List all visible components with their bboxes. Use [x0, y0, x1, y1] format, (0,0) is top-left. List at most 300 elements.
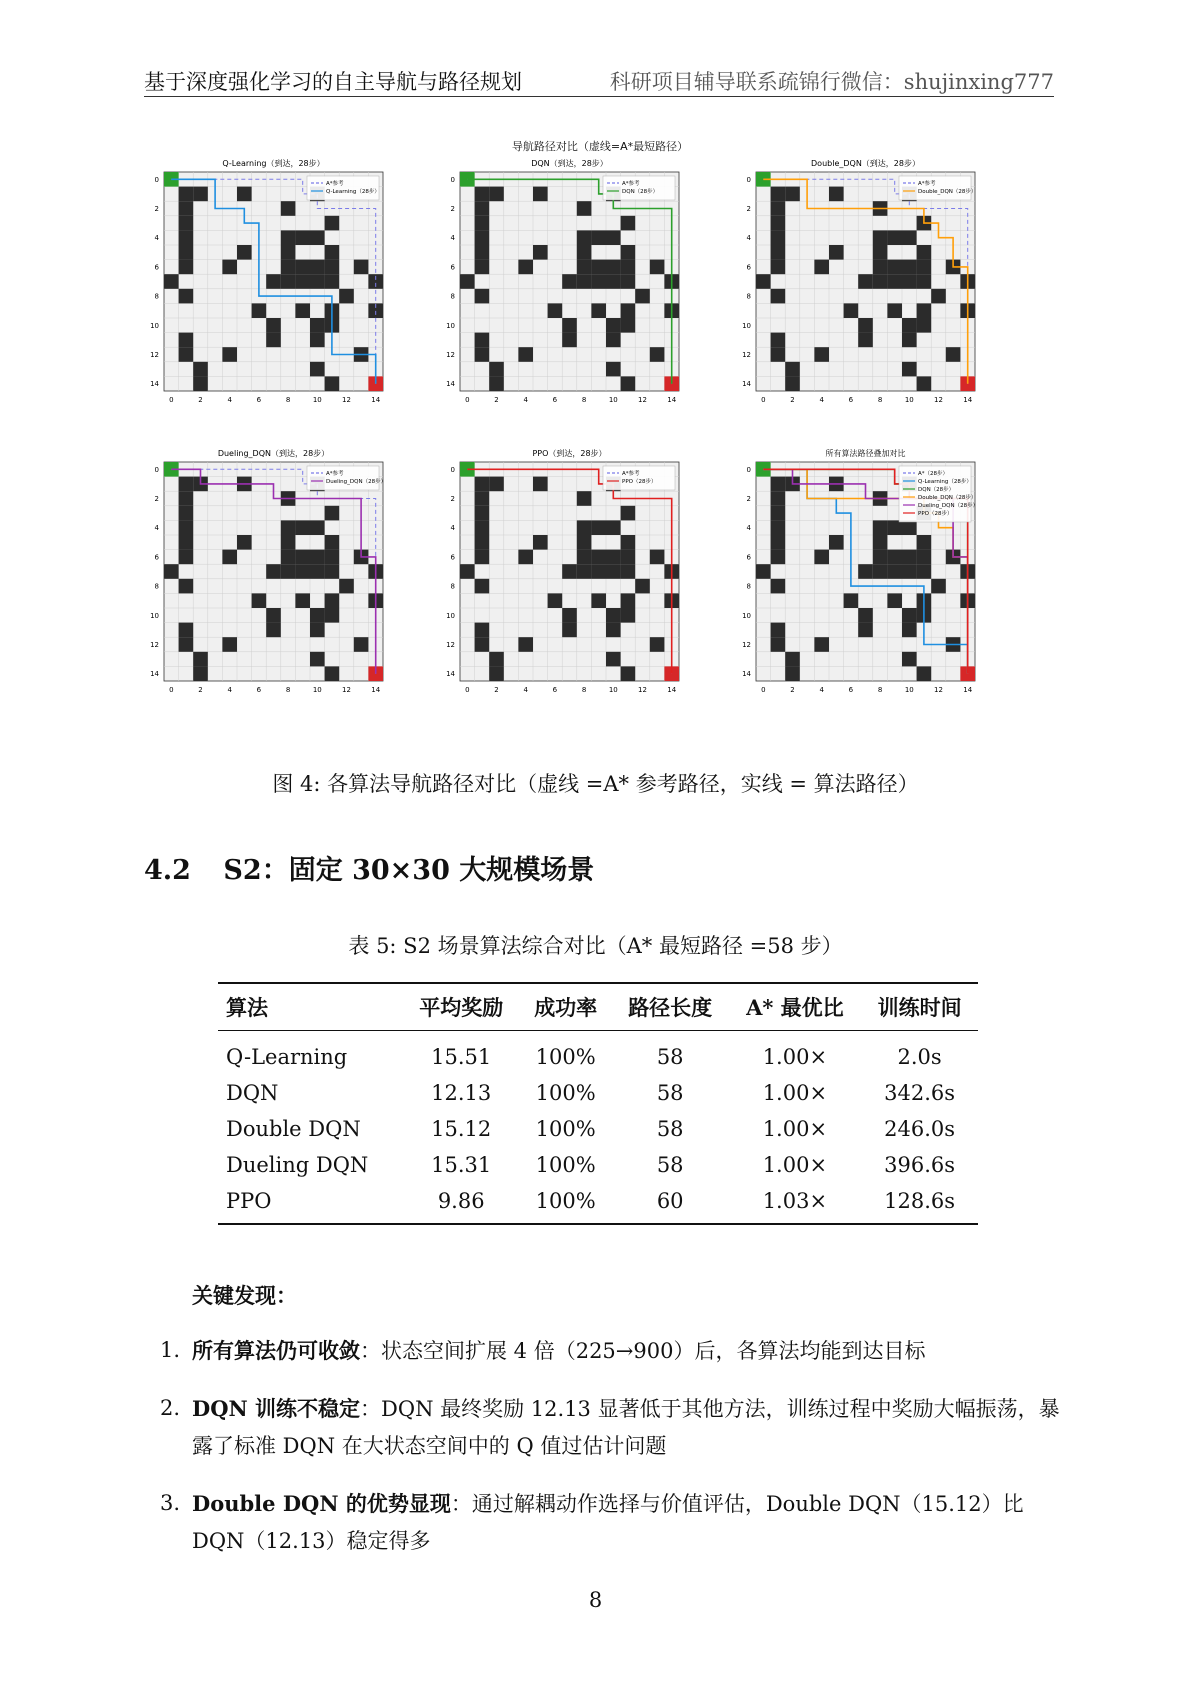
x-tick-label: 10: [904, 396, 914, 404]
table-cell: 9.86: [403, 1181, 520, 1224]
obstacle-cell: [325, 245, 340, 260]
y-tick-label: 14: [150, 380, 159, 389]
header-contact: 科研项目辅导联系疏锦行微信：shujinxing777: [609, 70, 1054, 94]
x-tick-label: 12: [934, 396, 943, 404]
obstacle-cell: [295, 303, 310, 318]
obstacle-cell: [533, 477, 548, 492]
finding-bold: DQN 训练不稳定: [192, 1396, 361, 1421]
obstacle-cell: [295, 564, 310, 579]
legend-box: [899, 176, 971, 200]
obstacle-cell: [621, 666, 636, 681]
table-cell: Q-Learning: [226, 1045, 348, 1069]
y-tick-label: 12: [150, 351, 159, 359]
obstacle-cell: [179, 637, 194, 652]
obstacle-cell: [917, 245, 932, 260]
obstacle-cell: [591, 520, 606, 535]
obstacle-cell: [771, 216, 786, 231]
obstacle-cell: [858, 608, 873, 623]
legend-label: Q-Learning（28步）: [326, 189, 380, 195]
legend-box: [603, 466, 675, 490]
x-tick-label: 14: [963, 396, 973, 404]
obstacle-cell: [237, 187, 252, 202]
y-tick-label: 2: [154, 205, 159, 213]
y-tick-label: 6: [450, 263, 455, 272]
y-tick-label: 0: [746, 465, 751, 474]
obstacle-cell: [621, 216, 636, 231]
y-tick-label: 8: [450, 292, 455, 301]
obstacle-cell: [281, 550, 296, 565]
obstacle-cell: [917, 376, 932, 391]
obstacle-cell: [562, 318, 577, 333]
obstacle-cell: [310, 550, 325, 565]
section-number: 4.2: [144, 855, 191, 886]
obstacle-cell: [325, 260, 340, 275]
obstacle-cell: [533, 187, 548, 202]
obstacle-cell: [295, 260, 310, 275]
x-tick-label: 4: [523, 396, 528, 404]
table-cell: 1.00×: [762, 1045, 828, 1069]
obstacle-cell: [475, 491, 490, 506]
obstacle-cell: [193, 652, 208, 667]
obstacle-cell: [858, 564, 873, 579]
y-tick-label: 12: [446, 351, 455, 359]
obstacle-cell: [193, 362, 208, 377]
y-tick-label: 6: [746, 553, 751, 562]
x-tick-label: 12: [638, 686, 647, 694]
y-tick-label: 10: [150, 321, 159, 330]
obstacle-cell: [489, 187, 504, 202]
obstacle-cell: [475, 506, 490, 521]
obstacle-cell: [577, 564, 592, 579]
table-header: 平均奖励: [403, 983, 520, 1031]
obstacle-cell: [917, 666, 932, 681]
y-tick-label: 12: [742, 351, 751, 359]
obstacle-cell: [475, 535, 490, 550]
y-tick-label: 0: [746, 175, 751, 184]
obstacle-cell: [635, 579, 650, 594]
obstacle-cell: [917, 564, 932, 579]
obstacle-cell: [577, 550, 592, 565]
obstacle-cell: [518, 260, 533, 275]
finding-text: ：状态空间扩展 4 倍（225→900）后，各算法均能到达目标: [360, 1339, 926, 1363]
obstacle-cell: [917, 318, 932, 333]
obstacle-cell: [475, 477, 490, 492]
obstacle-cell: [771, 477, 786, 492]
table-header: 训练时间: [861, 983, 978, 1031]
table-cell: 12.13: [431, 1081, 492, 1105]
x-tick-label: 8: [877, 686, 883, 694]
list-item: [160, 1332, 1060, 1370]
section-title: S2：固定 30×30 大规模场景: [223, 855, 595, 886]
table-cell: 100%: [535, 1081, 596, 1105]
panel-title: Dueling_DQN（到达，28步）: [217, 449, 330, 458]
obstacle-cell: [489, 362, 504, 377]
y-tick-label: 8: [154, 292, 159, 301]
obstacle-cell: [577, 230, 592, 245]
obstacle-cell: [829, 187, 844, 202]
y-tick-label: 0: [154, 465, 159, 474]
obstacle-cell: [325, 376, 340, 391]
table-cell: 1.00×: [762, 1153, 828, 1177]
obstacle-cell: [606, 623, 621, 638]
obstacle-cell: [606, 274, 621, 289]
obstacle-cell: [621, 593, 636, 608]
obstacle-cell: [325, 506, 340, 521]
y-tick-label: 12: [446, 641, 455, 649]
obstacle-cell: [179, 289, 194, 304]
table-header-row: [218, 983, 978, 1031]
y-tick-label: 4: [154, 524, 159, 533]
obstacle-cell: [771, 201, 786, 216]
x-tick-label: 12: [934, 686, 943, 694]
obstacle-cell: [475, 637, 490, 652]
table-cell: 58: [656, 1117, 684, 1141]
x-tick-label: 14: [667, 396, 677, 404]
obstacle-cell: [475, 289, 490, 304]
obstacle-cell: [266, 564, 281, 579]
obstacle-cell: [295, 274, 310, 289]
obstacle-cell: [179, 260, 194, 275]
obstacle-cell: [252, 593, 267, 608]
obstacle-cell: [591, 230, 606, 245]
obstacle-cell: [310, 623, 325, 638]
finding-bold: 所有算法仍可收敛: [192, 1338, 360, 1363]
table-header: 路径长度: [612, 983, 729, 1031]
obstacle-cell: [873, 520, 888, 535]
obstacle-cell: [917, 535, 932, 550]
obstacle-cell: [606, 318, 621, 333]
obstacle-cell: [873, 230, 888, 245]
obstacle-cell: [577, 201, 592, 216]
x-tick-label: 2: [790, 686, 795, 694]
y-tick-label: 4: [746, 234, 751, 243]
panel-title: PPO（到达，28步）: [532, 449, 607, 458]
obstacle-cell: [887, 564, 902, 579]
table-cell: 15.51: [431, 1045, 492, 1069]
obstacle-cell: [295, 593, 310, 608]
figure-4: [140, 138, 1060, 748]
legend-box: [307, 466, 379, 490]
obstacle-cell: [902, 608, 917, 623]
y-tick-label: 2: [154, 495, 159, 503]
obstacle-cell: [310, 520, 325, 535]
y-tick-label: 8: [746, 582, 751, 591]
obstacle-cell: [621, 303, 636, 318]
obstacle-cell: [887, 593, 902, 608]
y-tick-label: 10: [446, 611, 455, 620]
obstacle-cell: [475, 230, 490, 245]
obstacle-cell: [785, 666, 800, 681]
obstacle-cell: [281, 260, 296, 275]
obstacle-cell: [902, 333, 917, 348]
obstacle-cell: [931, 579, 946, 594]
obstacle-cell: [606, 333, 621, 348]
obstacle-cell: [179, 216, 194, 231]
results-table: [218, 982, 978, 1225]
legend-box: [603, 176, 675, 200]
obstacle-cell: [771, 637, 786, 652]
obstacle-cell: [771, 535, 786, 550]
obstacle-cell: [621, 318, 636, 333]
obstacle-cell: [606, 362, 621, 377]
grid-panel: [742, 448, 978, 694]
y-tick-label: 8: [746, 292, 751, 301]
obstacle-cell: [325, 550, 340, 565]
obstacle-cell: [902, 362, 917, 377]
obstacle-cell: [577, 274, 592, 289]
y-tick-label: 2: [450, 205, 455, 213]
obstacle-cell: [902, 318, 917, 333]
obstacle-cell: [179, 187, 194, 202]
obstacle-cell: [266, 318, 281, 333]
grid-panel: [446, 158, 679, 404]
obstacle-cell: [650, 550, 665, 565]
x-tick-label: 14: [371, 686, 381, 694]
obstacle-cell: [325, 564, 340, 579]
table-row: [218, 1181, 978, 1224]
obstacle-cell: [635, 289, 650, 304]
obstacle-cell: [621, 376, 636, 391]
legend-label: Double_DQN（28步）: [918, 495, 977, 501]
obstacle-cell: [931, 289, 946, 304]
obstacle-cell: [917, 550, 932, 565]
finding-text: ：通过解耦动作选择与价值评估，Double DQN（15.12）比 DQN（12.13）稳定得多: [192, 1492, 1024, 1553]
x-tick-label: 14: [667, 686, 677, 694]
obstacle-cell: [902, 260, 917, 275]
obstacle-cell: [266, 333, 281, 348]
table-cell: 396.6s: [884, 1153, 956, 1177]
obstacle-cell: [873, 245, 888, 260]
obstacle-cell: [771, 187, 786, 202]
x-tick-label: 10: [312, 396, 322, 404]
obstacle-cell: [771, 289, 786, 304]
table-row: [218, 1145, 978, 1181]
obstacle-cell: [489, 666, 504, 681]
obstacle-cell: [771, 260, 786, 275]
obstacle-cell: [650, 637, 665, 652]
obstacle-cell: [771, 491, 786, 506]
y-tick-label: 2: [746, 205, 751, 213]
x-tick-label: 0: [761, 396, 766, 404]
legend-label: A*参考: [622, 181, 640, 187]
obstacle-cell: [902, 652, 917, 667]
grid-panel: [150, 158, 383, 404]
obstacle-cell: [873, 550, 888, 565]
obstacle-cell: [281, 535, 296, 550]
obstacle-cell: [179, 506, 194, 521]
y-tick-label: 0: [450, 465, 455, 474]
table-cell: 100%: [535, 1117, 596, 1141]
x-tick-label: 4: [227, 396, 232, 404]
obstacle-cell: [460, 274, 475, 289]
x-tick-label: 2: [494, 396, 499, 404]
legend-box: [307, 176, 379, 200]
obstacle-cell: [475, 216, 490, 231]
obstacle-cell: [281, 274, 296, 289]
y-tick-label: 4: [154, 234, 159, 243]
grid-panel: [150, 448, 386, 694]
obstacle-cell: [887, 260, 902, 275]
obstacle-cell: [844, 303, 859, 318]
obstacle-cell: [310, 274, 325, 289]
obstacle-cell: [887, 274, 902, 289]
list-item: [160, 1485, 1060, 1560]
list-item: [160, 1390, 1060, 1465]
obstacle-cell: [577, 245, 592, 260]
obstacle-cell: [179, 477, 194, 492]
obstacle-cell: [179, 201, 194, 216]
obstacle-cell: [475, 260, 490, 275]
obstacle-cell: [650, 260, 665, 275]
x-tick-label: 6: [552, 686, 558, 694]
table-cell: 100%: [535, 1045, 596, 1069]
panel-title: Double_DQN（到达，28步）: [811, 159, 920, 168]
table-cell: 15.12: [431, 1117, 492, 1141]
obstacle-cell: [606, 230, 621, 245]
obstacle-cell: [295, 520, 310, 535]
obstacle-cell: [548, 303, 563, 318]
y-tick-label: 0: [154, 175, 159, 184]
obstacle-cell: [179, 535, 194, 550]
y-tick-label: 14: [742, 670, 751, 679]
obstacle-cell: [339, 289, 354, 304]
obstacle-cell: [475, 187, 490, 202]
obstacle-cell: [621, 550, 636, 565]
table-cell: 1.00×: [762, 1117, 828, 1141]
x-tick-label: 0: [465, 686, 470, 694]
legend-label: A*参考: [918, 181, 936, 187]
obstacle-cell: [475, 347, 490, 362]
legend-label: DQN（28步）: [918, 487, 955, 493]
obstacle-cell: [771, 506, 786, 521]
obstacle-cell: [179, 230, 194, 245]
figure-caption: 图 4: 各算法导航路径对比（虚线 =A* 参考路径，实线 = 算法路径）: [272, 772, 919, 796]
obstacle-cell: [179, 579, 194, 594]
list-index: 2.: [160, 1396, 181, 1420]
obstacle-cell: [354, 260, 369, 275]
obstacle-cell: [591, 274, 606, 289]
obstacle-cell: [237, 535, 252, 550]
x-tick-label: 12: [342, 396, 351, 404]
obstacle-cell: [222, 347, 237, 362]
obstacle-cell: [281, 201, 296, 216]
panel-title: 所有算法路径叠加对比: [825, 449, 906, 458]
x-tick-label: 4: [819, 686, 824, 694]
obstacle-cell: [606, 550, 621, 565]
figure-panels: [140, 152, 1060, 748]
x-tick-label: 10: [608, 686, 618, 694]
obstacle-cell: [475, 333, 490, 348]
obstacle-cell: [310, 362, 325, 377]
obstacle-cell: [475, 579, 490, 594]
x-tick-label: 10: [904, 686, 914, 694]
page-number: 8: [588, 1588, 603, 1612]
obstacle-cell: [785, 362, 800, 377]
obstacle-cell: [887, 520, 902, 535]
legend-label: PPO（28步）: [622, 479, 657, 485]
obstacle-cell: [621, 535, 636, 550]
obstacle-cell: [193, 187, 208, 202]
obstacle-cell: [785, 652, 800, 667]
panel-title: Q-Learning（到达，28步）: [222, 159, 325, 168]
x-tick-label: 8: [285, 396, 291, 404]
figure-suptitle: 导航路径对比（虚线=A*最短路径）: [511, 140, 689, 153]
y-tick-label: 6: [154, 263, 159, 272]
obstacle-cell: [281, 230, 296, 245]
y-tick-label: 2: [450, 495, 455, 503]
obstacle-cell: [164, 564, 179, 579]
obstacle-cell: [621, 260, 636, 275]
table-cell: 1.00×: [762, 1081, 828, 1105]
obstacle-cell: [179, 347, 194, 362]
findings-list: [160, 1332, 1060, 1580]
obstacle-cell: [902, 623, 917, 638]
panel-legend: [603, 176, 675, 200]
obstacle-cell: [771, 333, 786, 348]
obstacle-cell: [281, 520, 296, 535]
obstacle-cell: [814, 260, 829, 275]
obstacle-cell: [814, 550, 829, 565]
obstacle-cell: [577, 260, 592, 275]
obstacle-cell: [577, 535, 592, 550]
x-tick-label: 14: [371, 396, 381, 404]
obstacle-cell: [339, 579, 354, 594]
x-tick-label: 8: [877, 396, 883, 404]
legend-label: Double_DQN（28步）: [918, 189, 977, 195]
obstacle-cell: [310, 608, 325, 623]
table-caption: 表 5: S2 场景算法综合对比（A* 最短路径 =58 步）: [348, 934, 843, 958]
x-tick-label: 0: [169, 686, 174, 694]
grid-panel: [446, 448, 679, 694]
obstacle-cell: [606, 260, 621, 275]
obstacle-cell: [179, 333, 194, 348]
table-cell: 246.0s: [884, 1117, 956, 1141]
obstacle-cell: [562, 274, 577, 289]
obstacle-cell: [771, 245, 786, 260]
obstacle-cell: [917, 303, 932, 318]
x-tick-label: 10: [312, 686, 322, 694]
obstacle-cell: [829, 535, 844, 550]
table-row: [218, 1073, 978, 1109]
list-index: 1.: [160, 1338, 181, 1362]
table-cell: Dueling DQN: [226, 1153, 369, 1177]
obstacle-cell: [606, 520, 621, 535]
x-tick-label: 8: [285, 686, 291, 694]
obstacle-cell: [771, 520, 786, 535]
section-heading: [144, 848, 594, 887]
obstacle-cell: [621, 564, 636, 579]
x-tick-label: 6: [256, 396, 262, 404]
obstacle-cell: [562, 333, 577, 348]
obstacle-cell: [310, 230, 325, 245]
running-header: [144, 66, 1054, 97]
obstacle-cell: [771, 579, 786, 594]
obstacle-cell: [577, 491, 592, 506]
obstacle-cell: [873, 564, 888, 579]
header-title: 基于深度强化学习的自主导航与路径规划: [144, 70, 522, 94]
obstacle-cell: [533, 535, 548, 550]
obstacle-cell: [873, 260, 888, 275]
table-cell: 2.0s: [897, 1045, 942, 1069]
obstacle-cell: [489, 376, 504, 391]
obstacle-cell: [460, 564, 475, 579]
obstacle-cell: [902, 564, 917, 579]
y-tick-label: 8: [450, 582, 455, 591]
obstacle-cell: [771, 347, 786, 362]
panel-legend: [307, 176, 380, 200]
y-tick-label: 14: [742, 380, 751, 389]
obstacle-cell: [785, 376, 800, 391]
